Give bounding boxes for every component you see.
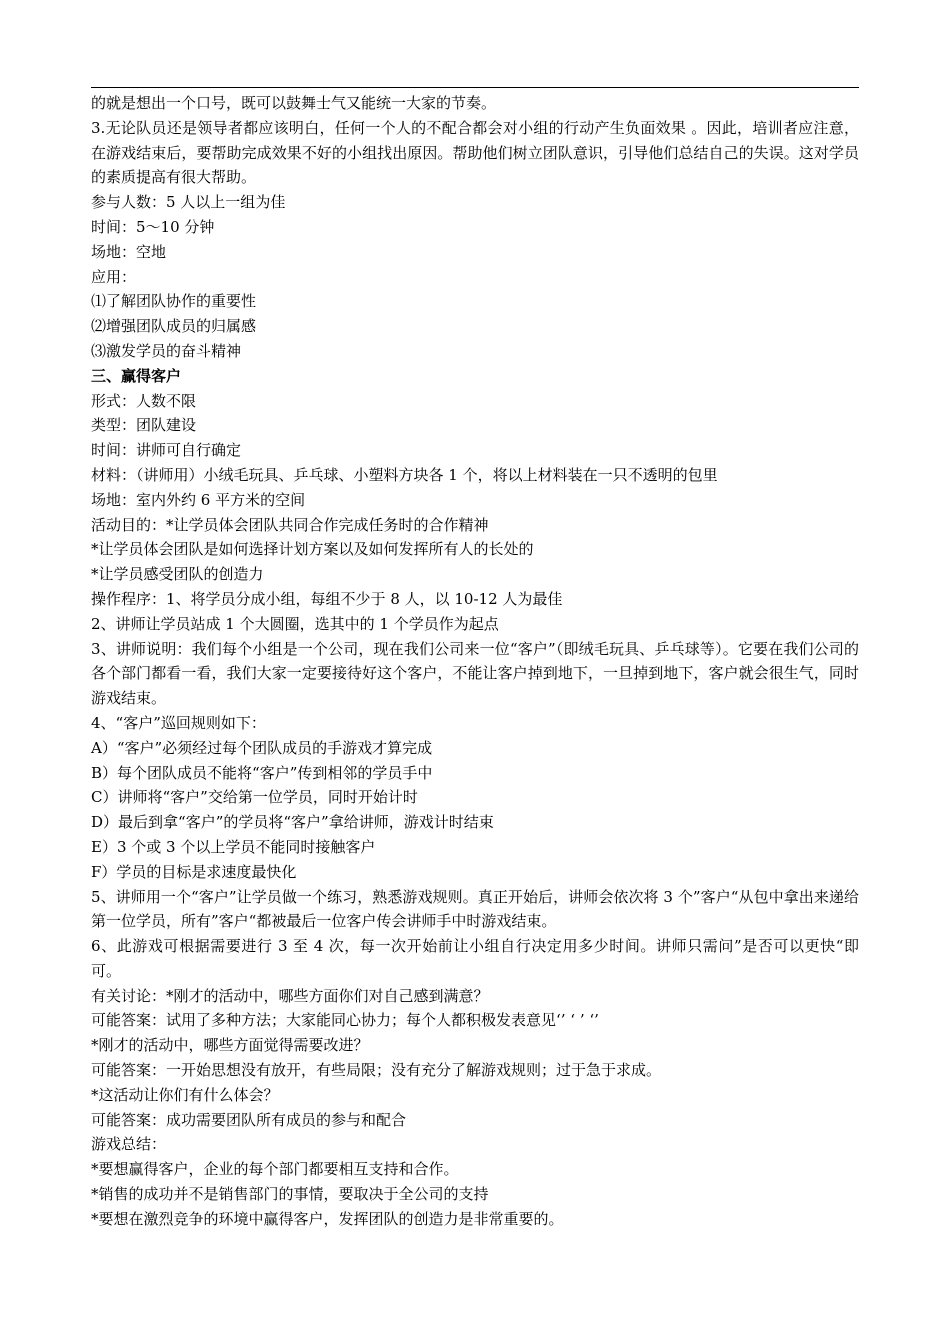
document-body xyxy=(91,91,859,1232)
text-line: 可能答案：成功需要团队所有成员的参与和配合 xyxy=(91,1110,407,1129)
text-line: *刚才的活动中，哪些方面觉得需要改进？ xyxy=(91,1036,369,1055)
text-paragraph: 3、讲师说明：我们每个小组是一个公司，现在我们公司来一位“客户”（即绒毛玩具、乒乓球等）。它要在我们公司的各个部门都看一看，我们大家一定要接待好这个客户，不能让客户掉到地下，一旦掉到地下，客户就会很生气，同时游戏结束。 xyxy=(91,639,859,708)
text-line: 材料：（讲师用）小绒毛玩具、乒乓球、小塑料方块各 1 个，将以上材料装在一只不透明的包里 xyxy=(91,465,718,484)
text-line: 活动目的：*让学员体会团队共同合作完成任务时的合作精神 xyxy=(91,515,489,534)
list-item: E）3 个或 3 个以上学员不能同时接触客户 xyxy=(91,837,376,856)
text-line: *让学员体会团队是如何选择计划方案以及如何发挥所有人的长处的 xyxy=(91,540,534,559)
text-line: 时间：讲师可自行确定 xyxy=(91,441,242,460)
list-item: ⑶激发学员的奋斗精神 xyxy=(91,341,242,360)
text-paragraph: 6、此游戏可根据需要进行 3 至 4 次，每一次开始前让小组自行决定用多少时间。讲师只需问”是否可以更快“即可。 xyxy=(91,937,859,980)
text-line: 有关讨论：*刚才的活动中，哪些方面你们对自己感到满意？ xyxy=(91,986,489,1005)
text-line: 的就是想出一个口号，既可以鼓舞士气又能统一大家的节奏。 xyxy=(91,94,497,112)
header-rule xyxy=(91,87,859,88)
text-line: 可能答案：一开始思想没有放开，有些局限；没有充分了解游戏规则；过于急于求成。 xyxy=(91,1061,662,1080)
list-item: D）最后到拿“客户”的学员将“客户”拿给讲师，游戏计时结束 xyxy=(91,813,494,832)
list-item: B）每个团队成员不能将“客户”传到相邻的学员手中 xyxy=(91,763,433,782)
section-heading: 三、赢得客户 xyxy=(91,366,182,385)
text-line: *销售的成功并不是销售部门的事情，要取决于全公司的支持 xyxy=(91,1185,489,1204)
text-line: 类型：团队建设 xyxy=(91,416,197,435)
text-line: 游戏总结： xyxy=(91,1135,167,1154)
text-line: *要想赢得客户，企业的每个部门都要相互支持和合作。 xyxy=(91,1160,459,1179)
text-paragraph: 5、讲师用一个“客户”让学员做一个练习，熟悉游戏规则。真正开始后，讲师会依次将 3 个”客户“从包中拿出来递给第一位学员，所有”客户“都被最后一位客户传会讲师手中时游戏结束。 xyxy=(91,887,859,931)
text-line: 操作程序：1、将学员分成小组，每组不少于 8 人，以 10-12 人为最佳 xyxy=(91,589,563,608)
list-item: A）“客户”必须经过每个团队成员的手游戏才算完成 xyxy=(91,738,433,757)
text-line: *要想在激烈竞争的环境中赢得客户，发挥团队的创造力是非常重要的。 xyxy=(91,1209,564,1228)
text-line: *让学员感受团队的创造力 xyxy=(91,565,264,584)
text-line: 时间：5～10 分钟 xyxy=(91,217,215,236)
text-line: 场地：空地 xyxy=(91,242,167,261)
list-item: ⑴了解团队协作的重要性 xyxy=(91,292,257,311)
text-line: 场地：室内外约 6 平方米的空间 xyxy=(91,490,306,509)
text-paragraph: 3.无论队员还是领导者都应该明白，任何一个人的不配合都会对小组的行动产生负面效果 。因此，培训者应注意，在游戏结束后，要帮助完成效果不好的小组找出原因。帮助他们树立团队意识，引导他们总结自己的失误。这对学员的素质提高有很大帮助。 xyxy=(91,118,859,187)
list-item: C）讲师将“客户”交给第一位学员，同时开始计时 xyxy=(91,788,418,807)
text-line: 参与人数：5 人以上一组为佳 xyxy=(91,193,286,212)
text-line: 可能答案：试用了多种方法；大家能同心协力；每个人都积极发表意见‘’ ‘ ’ ‘’ xyxy=(91,1011,599,1030)
text-line: *这活动让你们有什么体会？ xyxy=(91,1085,279,1104)
text-line: 形式：人数不限 xyxy=(91,391,197,410)
list-item: F）学员的目标是求速度最快化 xyxy=(91,862,297,881)
text-line: 4、“客户”巡回规则如下： xyxy=(91,713,266,732)
text-line: 应用： xyxy=(91,267,137,286)
text-line: 2、讲师让学员站成 1 个大圆圈，选其中的 1 个学员作为起点 xyxy=(91,614,499,633)
list-item: ⑵增强团队成员的归属感 xyxy=(91,317,257,336)
